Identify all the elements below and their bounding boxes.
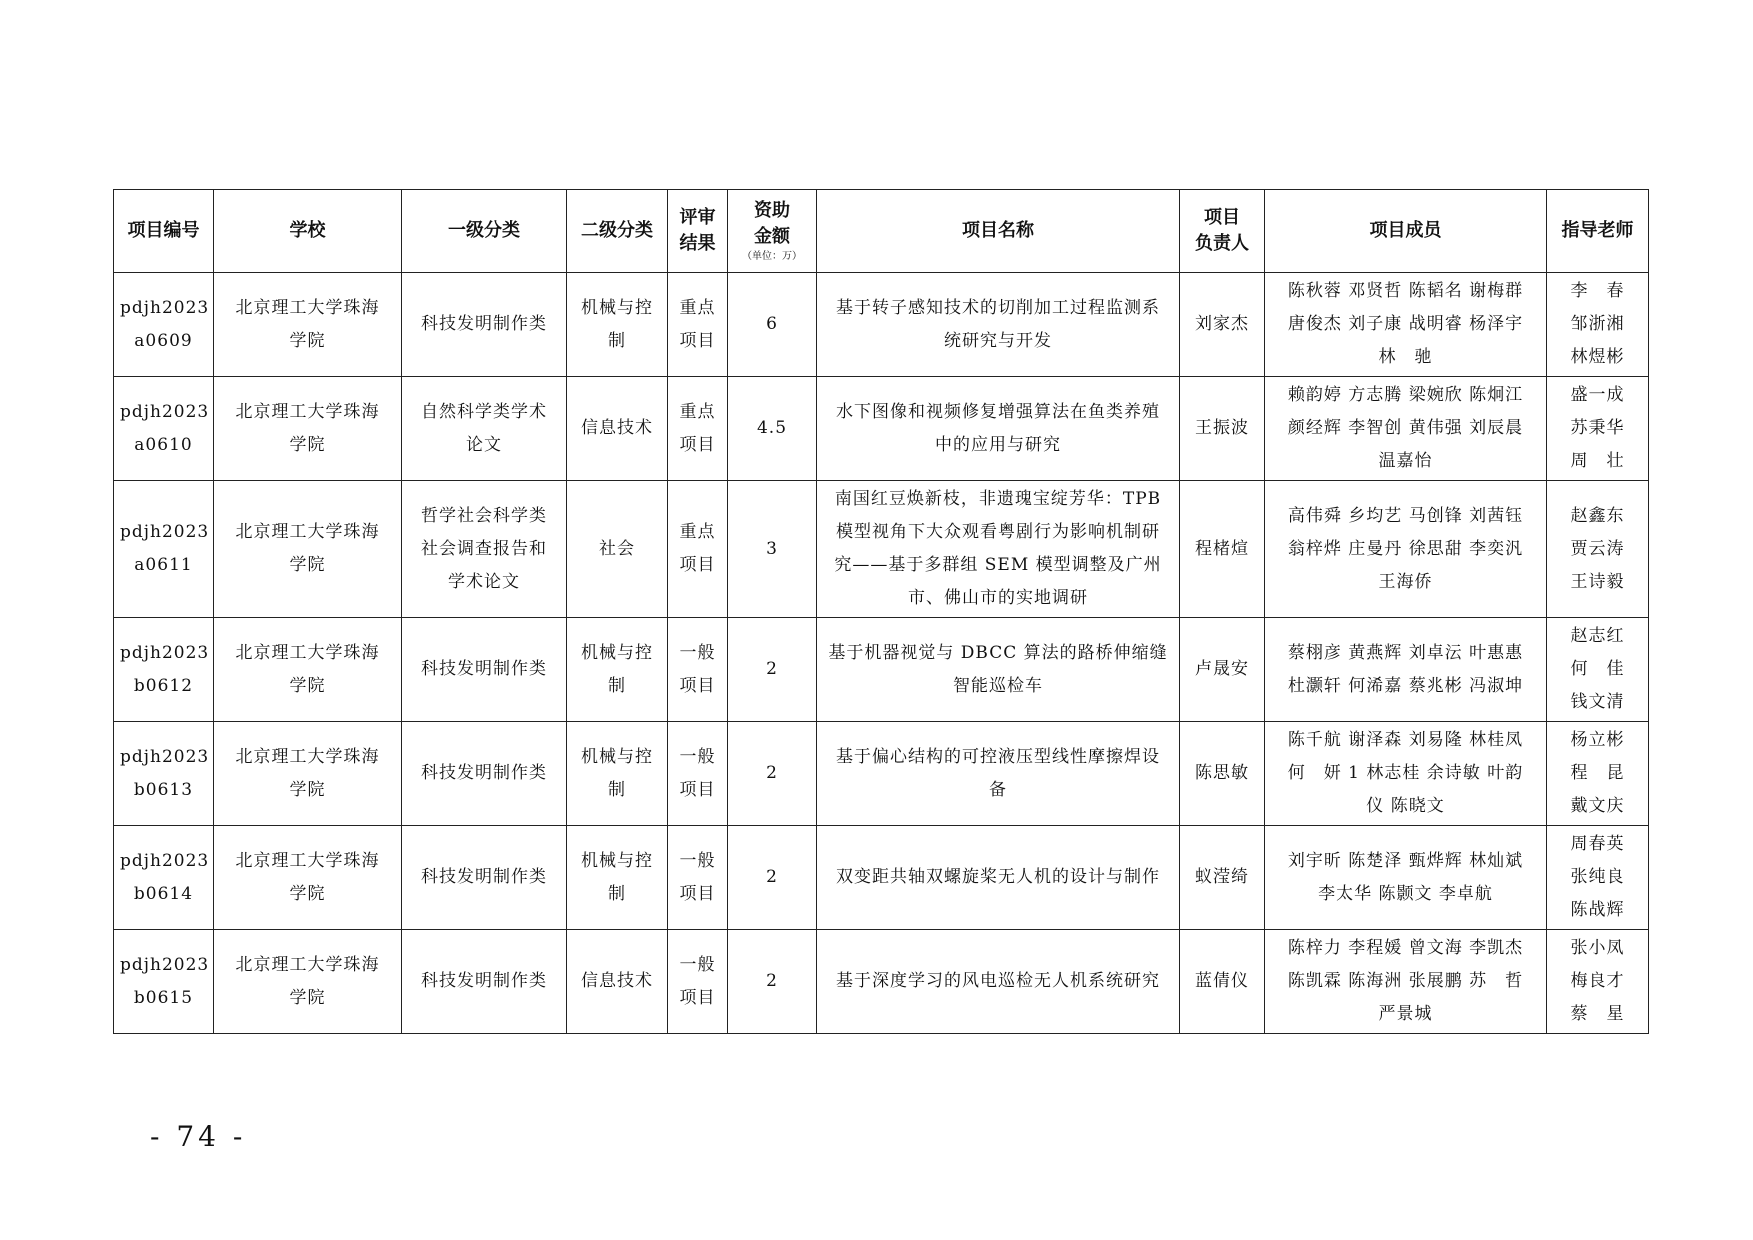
cell-school-line: 北京理工大学珠海 — [235, 850, 380, 871]
cell-category-2 — [567, 273, 668, 377]
cell-members — [1265, 273, 1547, 377]
cell-id — [114, 930, 214, 1034]
cell-advisors-line: 赵志红 — [1570, 626, 1625, 646]
cell-category-1 — [402, 722, 567, 826]
cell-result — [668, 618, 728, 722]
cell-advisors-line: 钱文清 — [1570, 692, 1625, 712]
cell-project-name-line: 模型视角下大众观看粤剧行为影响机制研 — [836, 522, 1160, 542]
cell-school-line: 北京理工大学珠海 — [235, 401, 380, 422]
cell-result-line: 重点 — [679, 401, 716, 422]
cell-members-line: 王海侨 — [1378, 571, 1433, 592]
cell-project-name-line: 水下图像和视频修复增强算法在鱼类养殖 — [836, 401, 1160, 422]
header-members: 项目成员 — [1265, 190, 1547, 273]
cell-advisors-line: 张小凤 — [1570, 938, 1625, 958]
cell-advisors-line: 王诗毅 — [1570, 571, 1625, 592]
cell-advisors — [1547, 826, 1649, 930]
cell-id-line: b0613 — [133, 779, 194, 800]
header-advisor: 指导老师 — [1547, 190, 1649, 273]
cell-category-1 — [402, 930, 567, 1034]
cell-leader: 蚁滢绮 — [1180, 826, 1265, 930]
header-school: 学校 — [214, 190, 402, 273]
cell-project-name — [817, 722, 1180, 826]
table-row — [114, 377, 1649, 481]
cell-category-2-line: 制 — [608, 330, 626, 351]
cell-result-line: 重点 — [679, 522, 716, 542]
cell-result-line: 一般 — [679, 746, 716, 767]
cell-leader: 陈思敏 — [1180, 722, 1265, 826]
cell-result — [668, 826, 728, 930]
cell-result-line: 一般 — [679, 850, 716, 871]
cell-school — [214, 930, 402, 1034]
cell-members-line: 林 驰 — [1378, 347, 1433, 367]
cell-school-line: 北京理工大学珠海 — [235, 642, 380, 663]
cell-members-line: 颜经辉 李智创 黄伟强 刘辰晨 — [1287, 418, 1524, 438]
cell-category-1 — [402, 481, 567, 618]
table-row — [114, 930, 1649, 1034]
cell-id — [114, 618, 214, 722]
cell-advisors-line: 何 佳 — [1570, 659, 1625, 679]
cell-school — [214, 273, 402, 377]
cell-members — [1265, 377, 1547, 481]
cell-category-2 — [567, 722, 668, 826]
cell-id-line: pdjh2023 — [120, 297, 210, 318]
cell-funding: 2 — [728, 826, 817, 930]
table-row — [114, 481, 1649, 618]
cell-id-line: b0614 — [133, 883, 194, 904]
cell-project-name-line: 究——基于多群组 SEM 模型调整及广州 — [834, 555, 1162, 575]
cell-id-line: a0610 — [134, 434, 193, 455]
cell-id-line: b0612 — [133, 675, 194, 696]
cell-category-2 — [567, 481, 668, 618]
cell-funding: 6 — [728, 273, 817, 377]
cell-members-line: 高伟舜 乡均艺 马创锋 刘茜钰 — [1287, 505, 1524, 526]
cell-school-line: 北京理工大学珠海 — [235, 297, 380, 318]
table-row — [114, 722, 1649, 826]
cell-category-2-line: 制 — [608, 779, 626, 800]
cell-members-line: 李太华 陈颢文 李卓航 — [1318, 883, 1493, 904]
cell-project-name-line: 基于机器视觉与 DBCC 算法的路桥伸缩缝 — [828, 642, 1168, 663]
cell-category-1-line: 社会调查报告和 — [421, 538, 547, 559]
cell-school-line: 学院 — [289, 555, 326, 575]
cell-result-line: 项目 — [679, 555, 716, 575]
cell-project-name-line: 中的应用与研究 — [935, 434, 1061, 455]
cell-id-line: a0609 — [134, 330, 193, 351]
cell-category-2-line: 制 — [608, 883, 626, 904]
cell-project-name-line: 南国红豆焕新枝，非遗瑰宝绽芳华：TPB — [834, 489, 1162, 509]
cell-project-name-line: 基于转子感知技术的切削加工过程监测系 — [836, 297, 1160, 318]
cell-advisors-line: 戴文庆 — [1570, 796, 1625, 816]
cell-result-line: 项目 — [679, 434, 716, 455]
cell-members-line: 赖韵婷 方志腾 梁婉欣 陈炯江 — [1287, 385, 1524, 405]
cell-members-line: 刘宇昕 陈楚泽 甄烨辉 林灿斌 — [1287, 850, 1524, 871]
header-result: 评审 结果 — [668, 190, 728, 273]
cell-id — [114, 826, 214, 930]
cell-advisors-line: 贾云涛 — [1570, 538, 1625, 559]
cell-result — [668, 273, 728, 377]
cell-funding: 2 — [728, 930, 817, 1034]
cell-id — [114, 722, 214, 826]
cell-leader: 王振波 — [1180, 377, 1265, 481]
cell-members-line: 温嘉怡 — [1378, 451, 1433, 471]
cell-project-name-line: 基于偏心结构的可控液压型线性摩擦焊设 — [836, 746, 1160, 767]
cell-project-name — [817, 930, 1180, 1034]
cell-advisors-line: 杨立彬 — [1570, 730, 1625, 750]
cell-result-line: 项目 — [679, 675, 716, 696]
header-category-2: 二级分类 — [567, 190, 668, 273]
cell-members-line: 仪 陈晓文 — [1366, 796, 1445, 816]
cell-category-2-line: 制 — [608, 675, 626, 696]
cell-school — [214, 377, 402, 481]
cell-project-name — [817, 481, 1180, 618]
cell-advisors-line: 梅良才 — [1570, 971, 1625, 991]
cell-result-line: 一般 — [679, 642, 716, 663]
header-funding: 资助 金额 （单位：万） — [728, 190, 817, 273]
cell-project-name — [817, 618, 1180, 722]
cell-members-line: 杜灏轩 何浠嘉 蔡兆彬 冯淑坤 — [1287, 675, 1524, 696]
cell-funding: 2 — [728, 618, 817, 722]
cell-category-1 — [402, 618, 567, 722]
cell-category-2-line: 机械与控 — [581, 746, 653, 767]
cell-school-line: 学院 — [289, 987, 326, 1008]
cell-category-2-line: 机械与控 — [581, 850, 653, 871]
cell-school — [214, 826, 402, 930]
cell-project-name-line: 市、佛山市的实地调研 — [908, 588, 1088, 608]
cell-result — [668, 377, 728, 481]
cell-leader: 蓝倩仪 — [1180, 930, 1265, 1034]
cell-advisors — [1547, 481, 1649, 618]
cell-category-2-line: 社会 — [599, 538, 635, 559]
cell-advisors — [1547, 377, 1649, 481]
cell-advisors — [1547, 722, 1649, 826]
cell-id-line: pdjh2023 — [120, 522, 210, 542]
cell-category-1-line: 科技发明制作类 — [421, 971, 547, 991]
header-category-1: 一级分类 — [402, 190, 567, 273]
cell-id — [114, 377, 214, 481]
cell-leader: 程楮煊 — [1180, 481, 1265, 618]
cell-advisors-line: 赵鑫东 — [1570, 505, 1625, 526]
cell-id — [114, 481, 214, 618]
cell-project-name-line: 双变距共轴双螺旋桨无人机的设计与制作 — [836, 867, 1160, 887]
cell-members-line: 唐俊杰 刘子康 战明睿 杨泽宇 — [1287, 314, 1524, 334]
cell-category-2-line: 信息技术 — [581, 971, 653, 991]
table-body — [114, 273, 1649, 1034]
cell-category-1-line: 哲学社会科学类 — [421, 505, 547, 526]
cell-category-1 — [402, 826, 567, 930]
project-table — [113, 189, 1649, 1034]
page-number: - 74 - — [150, 1120, 247, 1153]
cell-members-line: 陈千航 谢泽森 刘易隆 林桂凤 — [1287, 730, 1524, 750]
cell-category-2-line: 机械与控 — [581, 642, 653, 663]
cell-category-2 — [567, 826, 668, 930]
cell-advisors — [1547, 930, 1649, 1034]
cell-school-line: 学院 — [289, 434, 326, 455]
cell-category-1 — [402, 273, 567, 377]
cell-id-line: pdjh2023 — [120, 401, 210, 422]
cell-school-line: 学院 — [289, 675, 326, 696]
header-id: 项目编号 — [114, 190, 214, 273]
cell-funding: 3 — [728, 481, 817, 618]
cell-result-line: 项目 — [679, 330, 716, 351]
cell-advisors-line: 蔡 星 — [1570, 1004, 1625, 1024]
cell-project-name-line: 统研究与开发 — [944, 330, 1052, 351]
cell-members — [1265, 618, 1547, 722]
cell-advisors-line: 李 春 — [1570, 281, 1625, 301]
cell-advisors-line: 林煜彬 — [1570, 347, 1625, 367]
cell-members-line: 翁梓烨 庄曼丹 徐思甜 李奕汎 — [1287, 538, 1524, 559]
cell-project-name-line: 智能巡检车 — [953, 675, 1043, 696]
cell-category-1-line: 自然科学类学术 — [421, 401, 547, 422]
cell-category-1-line: 科技发明制作类 — [421, 867, 547, 887]
cell-category-2 — [567, 377, 668, 481]
cell-category-2-line: 机械与控 — [581, 297, 653, 318]
table-row — [114, 273, 1649, 377]
cell-result-line: 项目 — [679, 987, 716, 1008]
cell-category-1-line: 学术论文 — [448, 571, 520, 592]
funding-unit: （单位：万） — [742, 251, 802, 262]
cell-members-line: 陈梓力 李程媛 曾文海 李凯杰 — [1287, 938, 1524, 958]
cell-funding: 4.5 — [728, 377, 817, 481]
cell-category-1-line: 科技发明制作类 — [421, 763, 547, 783]
cell-members-line: 蔡栩彦 黄燕辉 刘卓沄 叶惠惠 — [1287, 642, 1524, 663]
cell-advisors-line: 程 昆 — [1570, 763, 1625, 783]
cell-school — [214, 481, 402, 618]
cell-members-line: 陈秋蓉 邓贤哲 陈韬名 谢梅群 — [1287, 281, 1524, 301]
cell-result — [668, 930, 728, 1034]
cell-school-line: 北京理工大学珠海 — [235, 522, 380, 542]
cell-category-1-line: 论文 — [466, 434, 502, 455]
table-row — [114, 826, 1649, 930]
cell-advisors-line: 周 壮 — [1570, 451, 1625, 471]
cell-school — [214, 722, 402, 826]
cell-advisors-line: 张纯良 — [1570, 867, 1625, 887]
cell-members-line: 严景城 — [1378, 1004, 1433, 1024]
cell-id-line: b0615 — [133, 987, 194, 1008]
cell-school-line: 学院 — [289, 330, 326, 351]
cell-school-line: 学院 — [289, 883, 326, 904]
cell-advisors-line: 周春英 — [1570, 834, 1625, 854]
cell-category-2 — [567, 618, 668, 722]
cell-school-line: 学院 — [289, 779, 326, 800]
cell-advisors-line: 陈战辉 — [1570, 900, 1625, 920]
cell-id-line: a0611 — [134, 555, 193, 575]
cell-leader: 刘家杰 — [1180, 273, 1265, 377]
cell-result — [668, 481, 728, 618]
cell-school-line: 北京理工大学珠海 — [235, 954, 380, 975]
cell-members — [1265, 826, 1547, 930]
cell-school — [214, 618, 402, 722]
cell-members — [1265, 722, 1547, 826]
cell-project-name — [817, 377, 1180, 481]
cell-advisors-line: 盛一成 — [1570, 385, 1625, 405]
cell-members-line: 陈凯霖 陈海洲 张展鹏 苏 哲 — [1287, 971, 1524, 991]
cell-leader: 卢晟安 — [1180, 618, 1265, 722]
cell-result-line: 重点 — [679, 297, 716, 318]
header-project-name: 项目名称 — [817, 190, 1180, 273]
cell-advisors-line: 苏秉华 — [1570, 418, 1625, 438]
cell-category-2-line: 信息技术 — [581, 418, 653, 438]
cell-result — [668, 722, 728, 826]
header-row — [114, 190, 1649, 273]
header-leader: 项目 负责人 — [1180, 190, 1265, 273]
cell-project-name — [817, 273, 1180, 377]
cell-category-1-line: 科技发明制作类 — [421, 314, 547, 334]
cell-category-2 — [567, 930, 668, 1034]
cell-category-1-line: 科技发明制作类 — [421, 659, 547, 679]
cell-id — [114, 273, 214, 377]
cell-category-1 — [402, 377, 567, 481]
cell-id-line: pdjh2023 — [120, 642, 210, 663]
cell-result-line: 一般 — [679, 954, 716, 975]
cell-project-name-line: 备 — [989, 779, 1007, 800]
cell-funding: 2 — [728, 722, 817, 826]
cell-result-line: 项目 — [679, 883, 716, 904]
cell-members — [1265, 481, 1547, 618]
cell-school-line: 北京理工大学珠海 — [235, 746, 380, 767]
cell-id-line: pdjh2023 — [120, 954, 210, 975]
table-row — [114, 618, 1649, 722]
cell-members — [1265, 930, 1547, 1034]
cell-id-line: pdjh2023 — [120, 746, 210, 767]
cell-project-name-line: 基于深度学习的风电巡检无人机系统研究 — [836, 971, 1160, 991]
cell-advisors — [1547, 273, 1649, 377]
cell-advisors — [1547, 618, 1649, 722]
cell-result-line: 项目 — [679, 779, 716, 800]
cell-members-line: 何 妍 1 林志桂 余诗敏 叶韵 — [1287, 763, 1524, 783]
cell-project-name — [817, 826, 1180, 930]
cell-id-line: pdjh2023 — [120, 850, 210, 871]
cell-advisors-line: 邹浙湘 — [1570, 314, 1625, 334]
